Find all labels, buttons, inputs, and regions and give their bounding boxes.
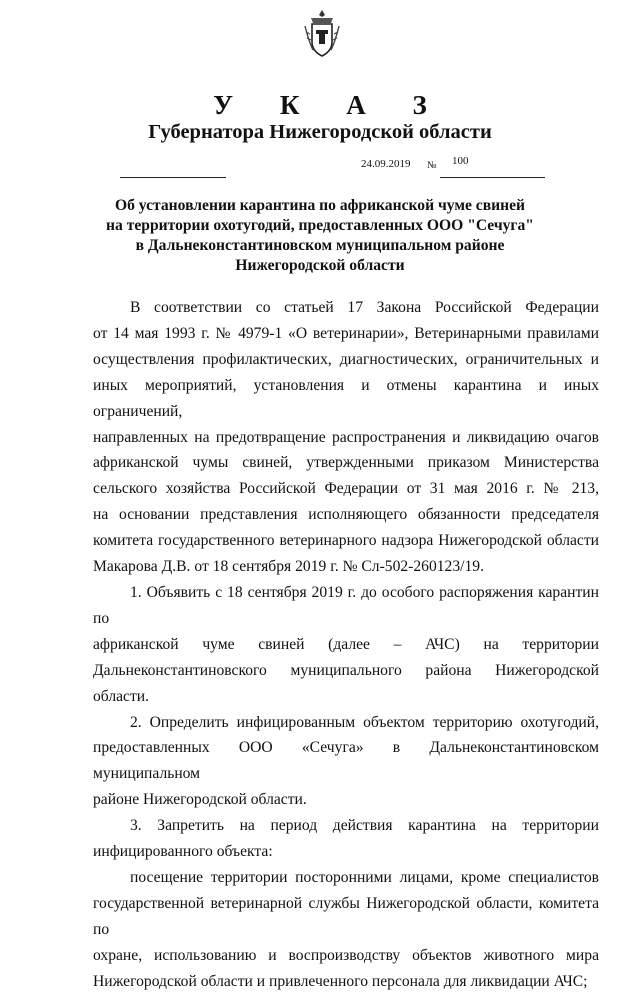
item-3a-line: Нижегородской области и привлеченного персонала для ликвидации АЧС;: [93, 972, 588, 990]
text-line: комитета государственного ветеринарного надзора Нижегородской области: [93, 532, 599, 550]
preamble-paragraph: [93, 295, 599, 321]
item-3a-line: посещение территории посторонними лицами, кроме специалистов: [130, 868, 599, 886]
item-1-line: Дальнеконстантиновского муниципального района Нижегородской области.: [93, 661, 599, 705]
item-2-line: 2. Определить инфицированным объектом территорию охотугодий,: [130, 713, 599, 731]
number-line: [440, 177, 545, 178]
item-1-line: африканской чуме свиней (далее – АЧС) на территории: [93, 635, 599, 653]
decree-title: У К А З: [213, 90, 447, 120]
heading-line: на территории охотугодий, предоставленных ООО "Сечуга": [106, 217, 534, 234]
item-3-line: инфицированного объекта:: [93, 843, 273, 861]
text-line: осуществления профилактических, диагностических, ограничительных и: [93, 350, 599, 368]
heading-line: Нижегородской области: [235, 257, 405, 274]
heading-line: Об установлении карантина по африканской чуме свиней: [114, 197, 526, 214]
decree-issuer: Губернатора Нижегородской области: [148, 121, 492, 143]
decree-number: 100: [452, 155, 469, 167]
text-line: на основании представления исполняющего обязанности председателя: [93, 506, 599, 524]
text-line: В соответствии со статьей 17 Закона Российской Федерации: [130, 299, 599, 316]
decree-body: [93, 295, 599, 994]
decree-date: 24.09.2019: [361, 158, 411, 170]
text-line: направленных на предотвращение распространения и ликвидацию очагов: [93, 428, 599, 446]
item-3-line: 3. Запретить на период действия карантина на территории: [130, 817, 599, 835]
text-line: Макарова Д.В. от 18 сентября 2019 г. № Сл-502-260123/19.: [93, 558, 484, 576]
text-line: от 14 мая 1993 г. № 4979-1 «О ветеринарии», Ветеринарными правилами: [93, 324, 599, 342]
item-2-line: районе Нижегородской области.: [93, 791, 307, 809]
decree-heading: [0, 196, 640, 276]
left-blank-line: [120, 177, 226, 178]
text-line: сельского хозяйства Российской Федерации от 31 мая 2016 г. № 213,: [93, 480, 599, 498]
text-line: африканской чумы свиней, утвержденными приказом Министерства: [93, 454, 599, 472]
item-3a-line: государственной ветеринарной службы Нижегородской области, комитета по: [93, 894, 599, 938]
coat-of-arms-icon: [303, 8, 341, 60]
text-line: иных мероприятий, установления и отмены карантина и иных ограничений,: [93, 376, 599, 420]
item-1-line: 1. Объявить с 18 сентября 2019 г. до особого распоряжения карантин по: [93, 583, 599, 627]
item-2-line: предоставленных ООО «Сечуга» в Дальнеконстантиновском муниципальном: [93, 739, 599, 783]
number-label: №: [427, 160, 437, 171]
heading-line: в Дальнеконстантиновском муниципальном районе: [135, 237, 505, 254]
item-3a-line: охране, использованию и воспроизводству объектов животного мира: [93, 946, 599, 964]
